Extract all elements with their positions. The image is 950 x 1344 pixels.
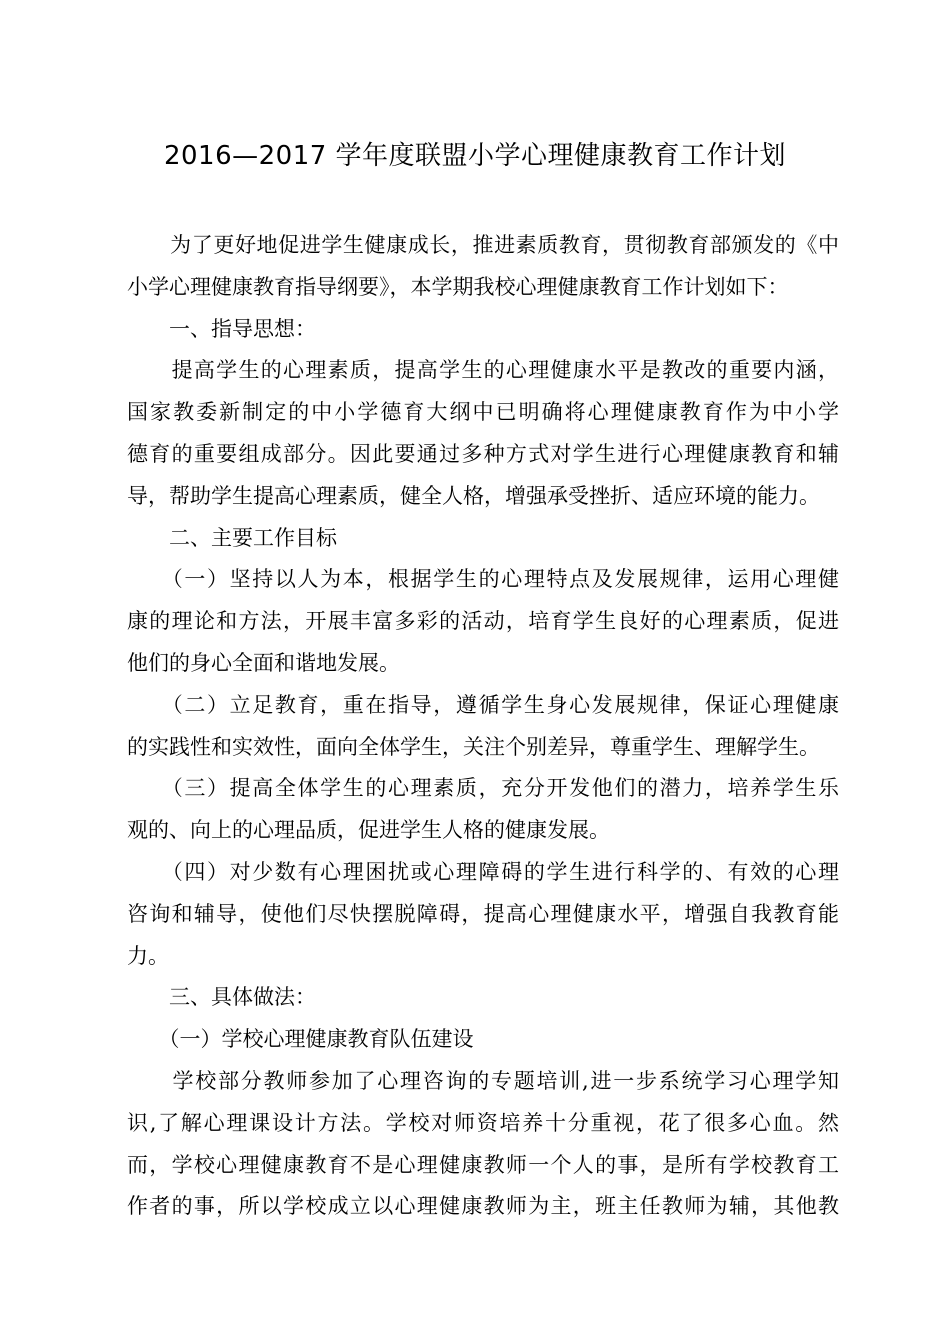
text-line: 国家教委新制定的中小学德育大纲中已明确将心理健康教育作为中小学 [127,400,839,425]
text-line: 观的、向上的心理品质，促进学生人格的健康发展。 [127,818,610,843]
text-line: 三、具体做法： [127,985,316,1010]
text-line: （一）学校心理健康教育队伍建设 [127,1027,474,1052]
text-line: 的实践性和实效性，面向全体学生，关注个别差异，尊重学生、理解学生。 [127,734,820,759]
text-line: 力。 [127,943,169,968]
document-body [127,225,839,1228]
text-line: 提高学生的心理素质，提高学生的心理健康水平是教改的重要内涵， [127,358,839,383]
text-line: 康的理论和方法，开展丰富多彩的活动，培育学生良好的心理素质，促进 [127,609,839,634]
text-line: （四）对少数有心理困扰或心理障碍的学生进行科学的、有效的心理 [127,859,839,884]
text-line: 二、主要工作目标 [127,525,337,550]
text-line: 为了更好地促进学生健康成长，推进素质教育，贯彻教育部颁发的《中 [127,233,839,257]
text-line: 一、指导思想： [127,316,316,341]
text-line: 作者的事，所以学校成立以心理健康教师为主，班主任教师为辅，其他教 [127,1194,839,1219]
text-line: （三）提高全体学生的心理素质，充分开发他们的潜力，培养学生乐 [127,776,839,801]
text-line: 学校部分教师参加了心理咨询的专题培训,进一步系统学习心理学知 [127,1068,839,1093]
document-title: 2016—2017 学年度联盟小学心理健康教育工作计划 [163,141,787,171]
text-line: 咨询和辅导，使他们尽快摆脱障碍，提高心理健康水平，增强自我教育能 [127,901,839,926]
text-line: 识,了解心理课设计方法。学校对师资培养十分重视，花了很多心血。然 [127,1110,839,1135]
text-line: （一）坚持以人为本，根据学生的心理特点及发展规律，运用心理健 [127,567,839,592]
text-line: 他们的身心全面和谐地发展。 [127,650,400,675]
text-line: 导，帮助学生提高心理素质，健全人格，增强承受挫折、适应环境的能力。 [127,483,820,508]
text-line: （二）立足教育，重在指导，遵循学生身心发展规律，保证心理健康 [127,692,839,717]
text-line: 而，学校心理健康教育不是心理健康教师一个人的事，是所有学校教育工 [127,1152,839,1177]
text-line: 德育的重要组成部分。因此要通过多种方式对学生进行心理健康教育和辅 [127,441,839,466]
text-line: 小学心理健康教育指导纲要》，本学期我校心理健康教育工作计划如下： [127,274,789,299]
